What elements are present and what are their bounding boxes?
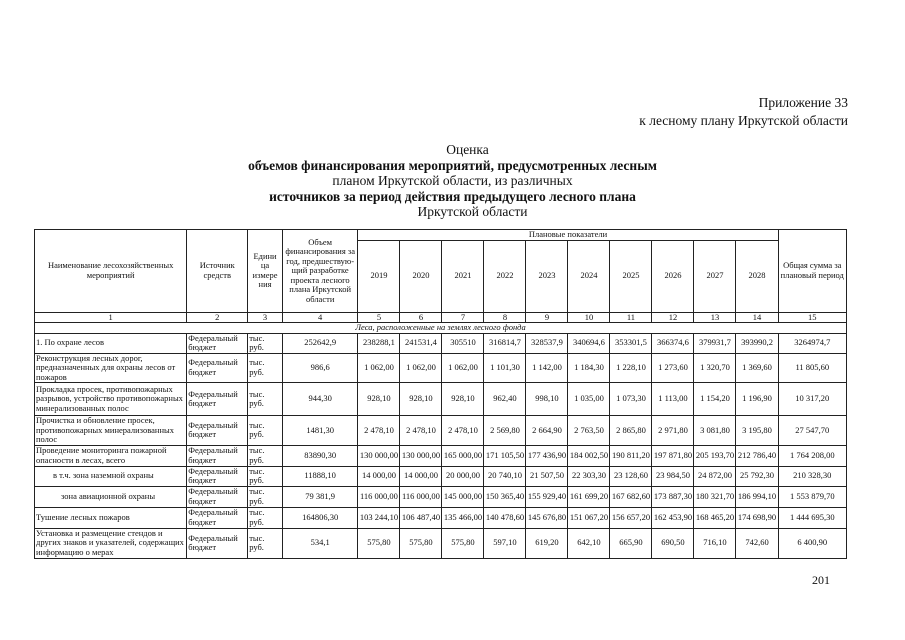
activity-name: 1. По охране лесов xyxy=(35,333,187,353)
planned-value-2020: 2 478,10 xyxy=(400,416,442,446)
table-row xyxy=(35,445,847,466)
planned-value-2021: 135 466,00 xyxy=(442,507,484,528)
planned-value-2021: 165 000,00 xyxy=(442,445,484,466)
table-row xyxy=(35,507,847,528)
planned-value-2020: 116 000,00 xyxy=(400,486,442,507)
planned-value-2027: 1 154,20 xyxy=(694,383,736,416)
base-year-volume: 83890,30 xyxy=(282,445,358,466)
title-line-3: планом Иркутской области, из различных xyxy=(332,173,573,188)
planned-value-2023: 328537,9 xyxy=(526,333,568,353)
title-line-5: Иркутской области xyxy=(417,204,528,219)
planned-value-2026: 366374,6 xyxy=(652,333,694,353)
title-line-2: объемов финансирования мероприятий, предусмотренных лесным xyxy=(248,157,657,173)
planned-value-2025: 156 657,20 xyxy=(610,507,652,528)
total-sum: 1 553 879,70 xyxy=(778,486,846,507)
planned-value-2019: 928,10 xyxy=(358,383,400,416)
planned-value-2028: 1 196,90 xyxy=(736,383,778,416)
planned-value-2027: 379931,7 xyxy=(694,333,736,353)
planned-value-2026: 23 984,50 xyxy=(652,466,694,486)
planned-value-2021: 928,10 xyxy=(442,383,484,416)
funding-source: Федеральный бюджет xyxy=(187,333,248,353)
planned-value-2025: 1 073,30 xyxy=(610,383,652,416)
total-sum: 6 400,90 xyxy=(778,528,846,558)
planned-value-2020: 928,10 xyxy=(400,383,442,416)
planned-value-2020: 1 062,00 xyxy=(400,353,442,383)
column-number-11: 11 xyxy=(610,312,652,323)
planned-value-2021: 1 062,00 xyxy=(442,353,484,383)
planned-value-2028: 174 698,90 xyxy=(736,507,778,528)
total-sum: 1 764 208,00 xyxy=(778,445,846,466)
planned-value-2027: 3 081,80 xyxy=(694,416,736,446)
activity-name: Прокладка просек, противопожарных разрывов, устройство противопожарных минерализованных полос xyxy=(35,383,187,416)
activity-name: Реконструкция лесных дорог, предназначенных для охраны лесов от пожаров xyxy=(35,353,187,383)
planned-value-2025: 353301,5 xyxy=(610,333,652,353)
planned-value-2024: 22 303,30 xyxy=(568,466,610,486)
base-year-volume: 534,1 xyxy=(282,528,358,558)
column-number-13: 13 xyxy=(694,312,736,323)
header-year-2019: 2019 xyxy=(358,240,400,312)
planned-value-2028: 742,60 xyxy=(736,528,778,558)
planned-value-2019: 2 478,10 xyxy=(358,416,400,446)
funding-source: Федеральный бюджет xyxy=(187,486,248,507)
header-year-2022: 2022 xyxy=(484,240,526,312)
planned-value-2026: 173 887,30 xyxy=(652,486,694,507)
header-total: Общая сумма за плановый период xyxy=(778,230,846,313)
planned-value-2021: 575,80 xyxy=(442,528,484,558)
total-sum: 210 328,30 xyxy=(778,466,846,486)
planned-value-2023: 177 436,90 xyxy=(526,445,568,466)
planned-value-2025: 167 682,60 xyxy=(610,486,652,507)
appendix-line-2: к лесному плану Иркутской области xyxy=(639,113,848,128)
funding-source: Федеральный бюджет xyxy=(187,528,248,558)
planned-value-2023: 2 664,90 xyxy=(526,416,568,446)
planned-value-2027: 1 320,70 xyxy=(694,353,736,383)
planned-value-2027: 205 193,70 xyxy=(694,445,736,466)
header-year-2027: 2027 xyxy=(694,240,736,312)
unit-of-measure: тыс. руб. xyxy=(248,353,283,383)
planned-value-2022: 1 101,30 xyxy=(484,353,526,383)
unit-of-measure: тыс. руб. xyxy=(248,528,283,558)
planned-value-2027: 716,10 xyxy=(694,528,736,558)
header-year-2021: 2021 xyxy=(442,240,484,312)
planned-value-2020: 241531,4 xyxy=(400,333,442,353)
activity-name: Проведение мониторинга пожарной опасности в лесах, всего xyxy=(35,445,187,466)
funding-source: Федеральный бюджет xyxy=(187,353,248,383)
column-number-8: 8 xyxy=(484,312,526,323)
planned-value-2022: 20 740,10 xyxy=(484,466,526,486)
column-number-4: 4 xyxy=(282,312,358,323)
planned-value-2026: 690,50 xyxy=(652,528,694,558)
table-row xyxy=(35,383,847,416)
section-row: Леса, расположенные на землях лесного фонда xyxy=(35,323,847,334)
funding-source: Федеральный бюджет xyxy=(187,445,248,466)
planned-value-2019: 130 000,00 xyxy=(358,445,400,466)
column-number-1: 1 xyxy=(35,312,187,323)
unit-of-measure: тыс. руб. xyxy=(248,416,283,446)
planned-value-2024: 340694,6 xyxy=(568,333,610,353)
planned-value-2019: 103 244,10 xyxy=(358,507,400,528)
activity-name: зона авиационной охраны xyxy=(35,486,187,507)
planned-value-2020: 14 000,00 xyxy=(400,466,442,486)
unit-of-measure: тыс. руб. xyxy=(248,486,283,507)
planned-value-2019: 14 000,00 xyxy=(358,466,400,486)
table-row xyxy=(35,528,847,558)
table-row xyxy=(35,333,847,353)
header-column-numbers-row xyxy=(35,312,847,323)
unit-of-measure: тыс. руб. xyxy=(248,445,283,466)
planned-value-2023: 155 929,40 xyxy=(526,486,568,507)
column-number-6: 6 xyxy=(400,312,442,323)
planned-value-2028: 186 994,10 xyxy=(736,486,778,507)
table-row xyxy=(35,416,847,446)
planned-value-2026: 2 971,80 xyxy=(652,416,694,446)
total-sum: 11 805,60 xyxy=(778,353,846,383)
page-number: 201 xyxy=(812,573,830,587)
header-name: Наименование лесохозяйственных мероприятий xyxy=(35,230,187,313)
planned-value-2028: 212 786,40 xyxy=(736,445,778,466)
column-number-15: 15 xyxy=(778,312,846,323)
planned-value-2024: 184 002,50 xyxy=(568,445,610,466)
header-year-2023: 2023 xyxy=(526,240,568,312)
planned-value-2028: 393990,2 xyxy=(736,333,778,353)
planned-value-2020: 130 000,00 xyxy=(400,445,442,466)
column-number-10: 10 xyxy=(568,312,610,323)
column-number-9: 9 xyxy=(526,312,568,323)
planned-value-2021: 145 000,00 xyxy=(442,486,484,507)
activity-name: Прочистка и обновление просек, противопожарных минерализованных полос xyxy=(35,416,187,446)
planned-value-2023: 145 676,80 xyxy=(526,507,568,528)
base-year-volume: 252642,9 xyxy=(282,333,358,353)
planned-value-2021: 2 478,10 xyxy=(442,416,484,446)
column-number-3: 3 xyxy=(248,312,283,323)
planned-value-2022: 171 105,50 xyxy=(484,445,526,466)
planned-value-2021: 305510 xyxy=(442,333,484,353)
base-year-volume: 79 381,9 xyxy=(282,486,358,507)
planned-value-2028: 3 195,80 xyxy=(736,416,778,446)
base-year-volume: 944,30 xyxy=(282,383,358,416)
total-sum: 3264974,7 xyxy=(778,333,846,353)
planned-value-2023: 619,20 xyxy=(526,528,568,558)
planned-value-2024: 161 699,20 xyxy=(568,486,610,507)
planned-value-2023: 21 507,50 xyxy=(526,466,568,486)
funding-source: Федеральный бюджет xyxy=(187,507,248,528)
planned-value-2027: 168 465,20 xyxy=(694,507,736,528)
planned-value-2025: 2 865,80 xyxy=(610,416,652,446)
header-volume: Объем финансирования за год, предшествую-щий разработке проекта лесного плана Иркутской области xyxy=(282,230,358,313)
base-year-volume: 986,6 xyxy=(282,353,358,383)
base-year-volume: 1481,30 xyxy=(282,416,358,446)
planned-value-2024: 2 763,50 xyxy=(568,416,610,446)
planned-value-2026: 1 273,60 xyxy=(652,353,694,383)
planned-value-2019: 1 062,00 xyxy=(358,353,400,383)
planned-value-2026: 1 113,00 xyxy=(652,383,694,416)
table-row xyxy=(35,353,847,383)
header-year-2026: 2026 xyxy=(652,240,694,312)
unit-of-measure: тыс. руб. xyxy=(248,466,283,486)
column-number-5: 5 xyxy=(358,312,400,323)
document-title xyxy=(0,142,905,220)
planned-value-2020: 106 487,40 xyxy=(400,507,442,528)
financing-table xyxy=(34,229,847,559)
planned-value-2025: 1 228,10 xyxy=(610,353,652,383)
header-year-2020: 2020 xyxy=(400,240,442,312)
column-number-12: 12 xyxy=(652,312,694,323)
planned-value-2019: 575,80 xyxy=(358,528,400,558)
base-year-volume: 11888,10 xyxy=(282,466,358,486)
appendix-caption xyxy=(639,94,848,130)
planned-value-2024: 1 184,30 xyxy=(568,353,610,383)
planned-value-2024: 1 035,00 xyxy=(568,383,610,416)
planned-value-2019: 238288,1 xyxy=(358,333,400,353)
planned-value-2020: 575,80 xyxy=(400,528,442,558)
planned-value-2026: 197 871,80 xyxy=(652,445,694,466)
planned-value-2019: 116 000,00 xyxy=(358,486,400,507)
activity-name: Установка и размещение стендов и других знаков и указателей, содержащих информацию о мерах xyxy=(35,528,187,558)
planned-value-2028: 25 792,30 xyxy=(736,466,778,486)
base-year-volume: 164806,30 xyxy=(282,507,358,528)
total-sum: 1 444 695,30 xyxy=(778,507,846,528)
header-year-2028: 2028 xyxy=(736,240,778,312)
planned-value-2023: 1 142,00 xyxy=(526,353,568,383)
planned-value-2024: 151 067,20 xyxy=(568,507,610,528)
total-sum: 27 547,70 xyxy=(778,416,846,446)
planned-value-2022: 2 569,80 xyxy=(484,416,526,446)
planned-value-2022: 140 478,60 xyxy=(484,507,526,528)
column-number-14: 14 xyxy=(736,312,778,323)
planned-value-2021: 20 000,00 xyxy=(442,466,484,486)
planned-value-2026: 162 453,90 xyxy=(652,507,694,528)
planned-value-2022: 150 365,40 xyxy=(484,486,526,507)
header-source: Источник средств xyxy=(187,230,248,313)
planned-value-2027: 180 321,70 xyxy=(694,486,736,507)
appendix-line-1: Приложение 33 xyxy=(758,95,848,110)
planned-value-2023: 998,10 xyxy=(526,383,568,416)
planned-value-2022: 597,10 xyxy=(484,528,526,558)
unit-of-measure: тыс. руб. xyxy=(248,333,283,353)
planned-value-2027: 24 872,00 xyxy=(694,466,736,486)
header-year-2024: 2024 xyxy=(568,240,610,312)
header-year-2025: 2025 xyxy=(610,240,652,312)
unit-of-measure: тыс. руб. xyxy=(248,383,283,416)
planned-value-2028: 1 369,60 xyxy=(736,353,778,383)
header-unit: Едини ца измере ния xyxy=(248,230,283,313)
planned-value-2025: 665,90 xyxy=(610,528,652,558)
header-planned: Плановые показатели xyxy=(358,230,778,241)
title-line-4: источников за период действия предыдущего лесного плана xyxy=(269,188,636,204)
funding-source: Федеральный бюджет xyxy=(187,416,248,446)
activity-name: Тушение лесных пожаров xyxy=(35,507,187,528)
total-sum: 10 317,20 xyxy=(778,383,846,416)
table-body xyxy=(35,323,847,559)
table-row xyxy=(35,486,847,507)
planned-value-2025: 23 128,60 xyxy=(610,466,652,486)
funding-source: Федеральный бюджет xyxy=(187,383,248,416)
activity-name: в т.ч. зона наземной охраны xyxy=(35,466,187,486)
title-line-1: Оценка xyxy=(446,142,489,157)
column-number-7: 7 xyxy=(442,312,484,323)
unit-of-measure: тыс. руб. xyxy=(248,507,283,528)
planned-value-2022: 962,40 xyxy=(484,383,526,416)
column-number-2: 2 xyxy=(187,312,248,323)
planned-value-2024: 642,10 xyxy=(568,528,610,558)
table-row xyxy=(35,466,847,486)
planned-value-2025: 190 811,20 xyxy=(610,445,652,466)
planned-value-2022: 316814,7 xyxy=(484,333,526,353)
funding-source: Федеральный бюджет xyxy=(187,466,248,486)
